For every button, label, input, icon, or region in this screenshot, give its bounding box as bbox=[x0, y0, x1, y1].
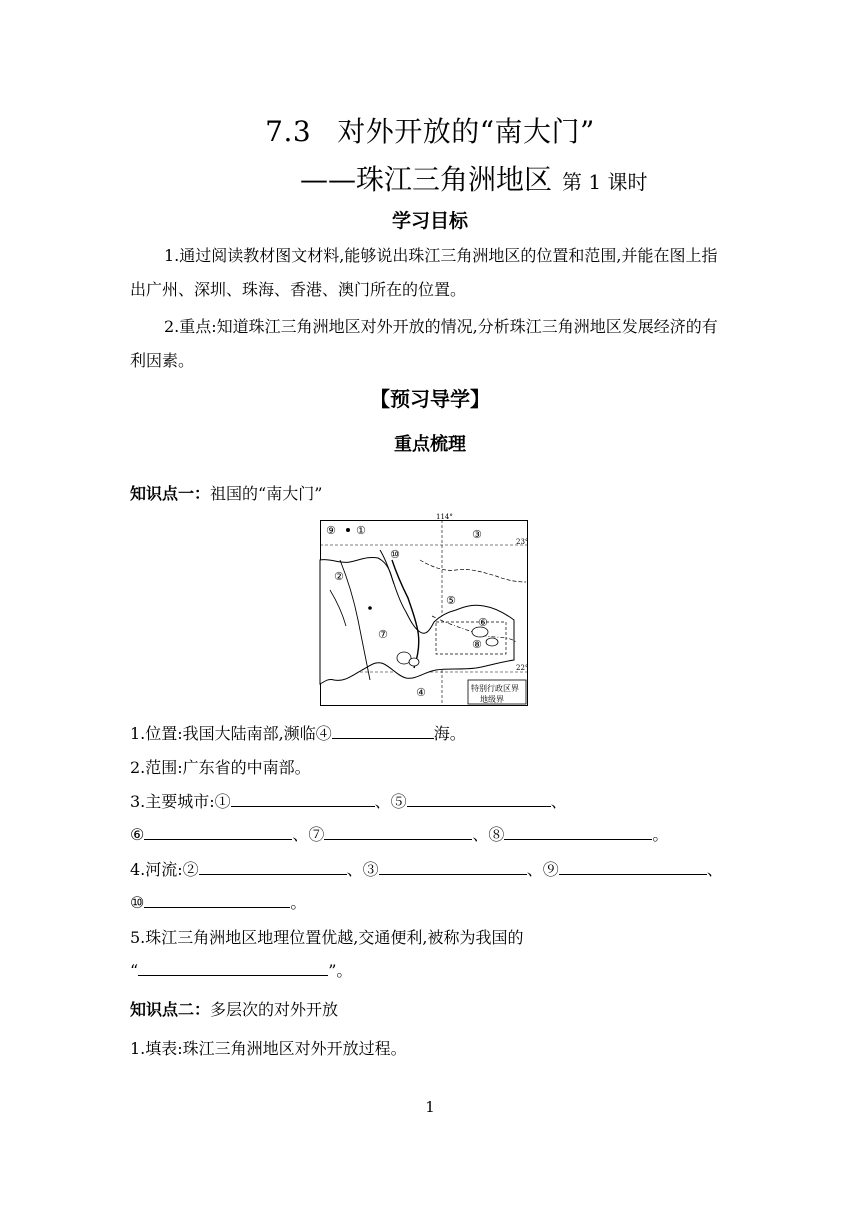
q3-blank-5[interactable] bbox=[407, 792, 551, 807]
q3-sep-8: 、⑧ bbox=[472, 825, 505, 844]
kp2-question-1: 1.填表:珠江三角洲地区对外开放过程。 bbox=[130, 1039, 407, 1058]
question-3-line-2 bbox=[130, 822, 668, 845]
q3-sep-5: 、⑤ bbox=[374, 792, 407, 811]
q3-blank-8[interactable] bbox=[504, 825, 652, 840]
map-marker-10: ⑩ bbox=[390, 548, 400, 561]
kp1-label: 知识点一： bbox=[130, 484, 211, 503]
lat-23-label: 23° bbox=[516, 538, 529, 546]
question-1 bbox=[130, 721, 466, 744]
map-marker-8: ⑧ bbox=[472, 638, 482, 651]
q4-blank-2[interactable] bbox=[199, 860, 347, 875]
q4-sep-9: 、⑨ bbox=[526, 860, 559, 879]
kp1-text: 祖国的“南大门” bbox=[210, 484, 323, 503]
q3-prefix: 3.主要城市:① bbox=[130, 792, 231, 811]
key-points-heading: 重点梳理 bbox=[394, 434, 466, 455]
map-marker-4: ④ bbox=[416, 686, 426, 699]
title-main: 对外开放的“南大门” bbox=[337, 115, 595, 148]
q4-blank-9[interactable] bbox=[559, 860, 707, 875]
city-dot bbox=[346, 528, 350, 532]
lat-22-label: 22° bbox=[516, 664, 529, 672]
q4-circle-10: ⑩ bbox=[130, 893, 145, 912]
section-number: 7.3 bbox=[265, 115, 312, 148]
q5-open-quote: “ bbox=[130, 961, 139, 980]
q4-sep-end: 、 bbox=[706, 860, 723, 879]
lon-label: 114° bbox=[436, 513, 453, 521]
question-4-line-1 bbox=[130, 857, 723, 880]
map-marker-1: ① bbox=[356, 524, 366, 537]
pearl-river-delta-map bbox=[320, 513, 529, 706]
island-2 bbox=[486, 638, 498, 646]
q4-prefix: 4.河流:② bbox=[130, 860, 199, 879]
question-5-line-1: 5.珠江三角洲地区地理位置优越,交通便利,被称为我国的 bbox=[130, 928, 524, 947]
q4-sep-3: 、③ bbox=[346, 860, 379, 879]
map-marker-2: ② bbox=[334, 570, 344, 583]
city-dot-2 bbox=[368, 606, 372, 610]
legend-sar-label: 特别行政区界 bbox=[471, 684, 519, 693]
q3-circle-6: ⑥ bbox=[130, 825, 145, 844]
q4-blank-3[interactable] bbox=[379, 860, 527, 875]
knowledge-point-2 bbox=[130, 997, 338, 1020]
q4-end: 。 bbox=[290, 893, 307, 912]
q3-end: 。 bbox=[652, 825, 669, 844]
kp2-text: 多层次的对外开放 bbox=[210, 1000, 339, 1019]
q1-blank[interactable] bbox=[332, 724, 434, 739]
q1-text: 1.位置:我国大陆南部,濒临④ bbox=[130, 724, 332, 743]
title-main-line bbox=[0, 110, 860, 150]
preview-heading: 【预习导学】 bbox=[370, 387, 490, 411]
knowledge-point-1 bbox=[130, 481, 322, 504]
q3-sep-7: 、⑦ bbox=[292, 825, 325, 844]
q3-blank-1[interactable] bbox=[231, 792, 375, 807]
q3-blank-6[interactable] bbox=[144, 825, 292, 840]
question-4-line-2 bbox=[130, 890, 306, 913]
goal-item-2: 2.重点:知道珠江三角洲地区对外开放的情况,分析珠江三角洲地区发展经济的有利因素。 bbox=[130, 317, 718, 370]
q3-sep-end: 、 bbox=[550, 792, 567, 811]
goals-heading: 学习目标 bbox=[391, 210, 468, 232]
island-4 bbox=[409, 658, 419, 666]
q5-blank[interactable] bbox=[138, 961, 328, 976]
map-marker-7: ⑦ bbox=[378, 628, 388, 641]
legend-prefecture-label: 地级界 bbox=[480, 695, 504, 704]
question-2: 2.范围:广东省的中南部。 bbox=[130, 758, 311, 777]
question-5-line-2 bbox=[130, 958, 352, 981]
q4-blank-10[interactable] bbox=[144, 893, 290, 908]
title-sub: ——珠江三角洲地区 bbox=[300, 163, 553, 196]
page-number: 1 bbox=[425, 1098, 435, 1116]
goal-item-1: 1.通过阅读教材图文材料,能够说出珠江三角洲地区的位置和范围,并能在图上指出广州、深圳、珠海、香港、澳门所在的位置。 bbox=[130, 246, 718, 299]
kp2-label: 知识点二： bbox=[130, 1000, 211, 1019]
lesson-label: 第 1 课时 bbox=[562, 170, 648, 194]
q1-end: 海。 bbox=[433, 724, 466, 743]
map-marker-9: ⑨ bbox=[326, 524, 336, 537]
q5-close-quote: ”。 bbox=[328, 961, 353, 980]
q3-blank-7[interactable] bbox=[324, 825, 472, 840]
map-marker-3: ③ bbox=[472, 528, 482, 541]
map-marker-5: ⑤ bbox=[446, 594, 456, 607]
map-marker-6: ⑥ bbox=[478, 616, 488, 629]
question-3-line-1 bbox=[130, 789, 567, 812]
title-sub-line bbox=[300, 158, 647, 198]
